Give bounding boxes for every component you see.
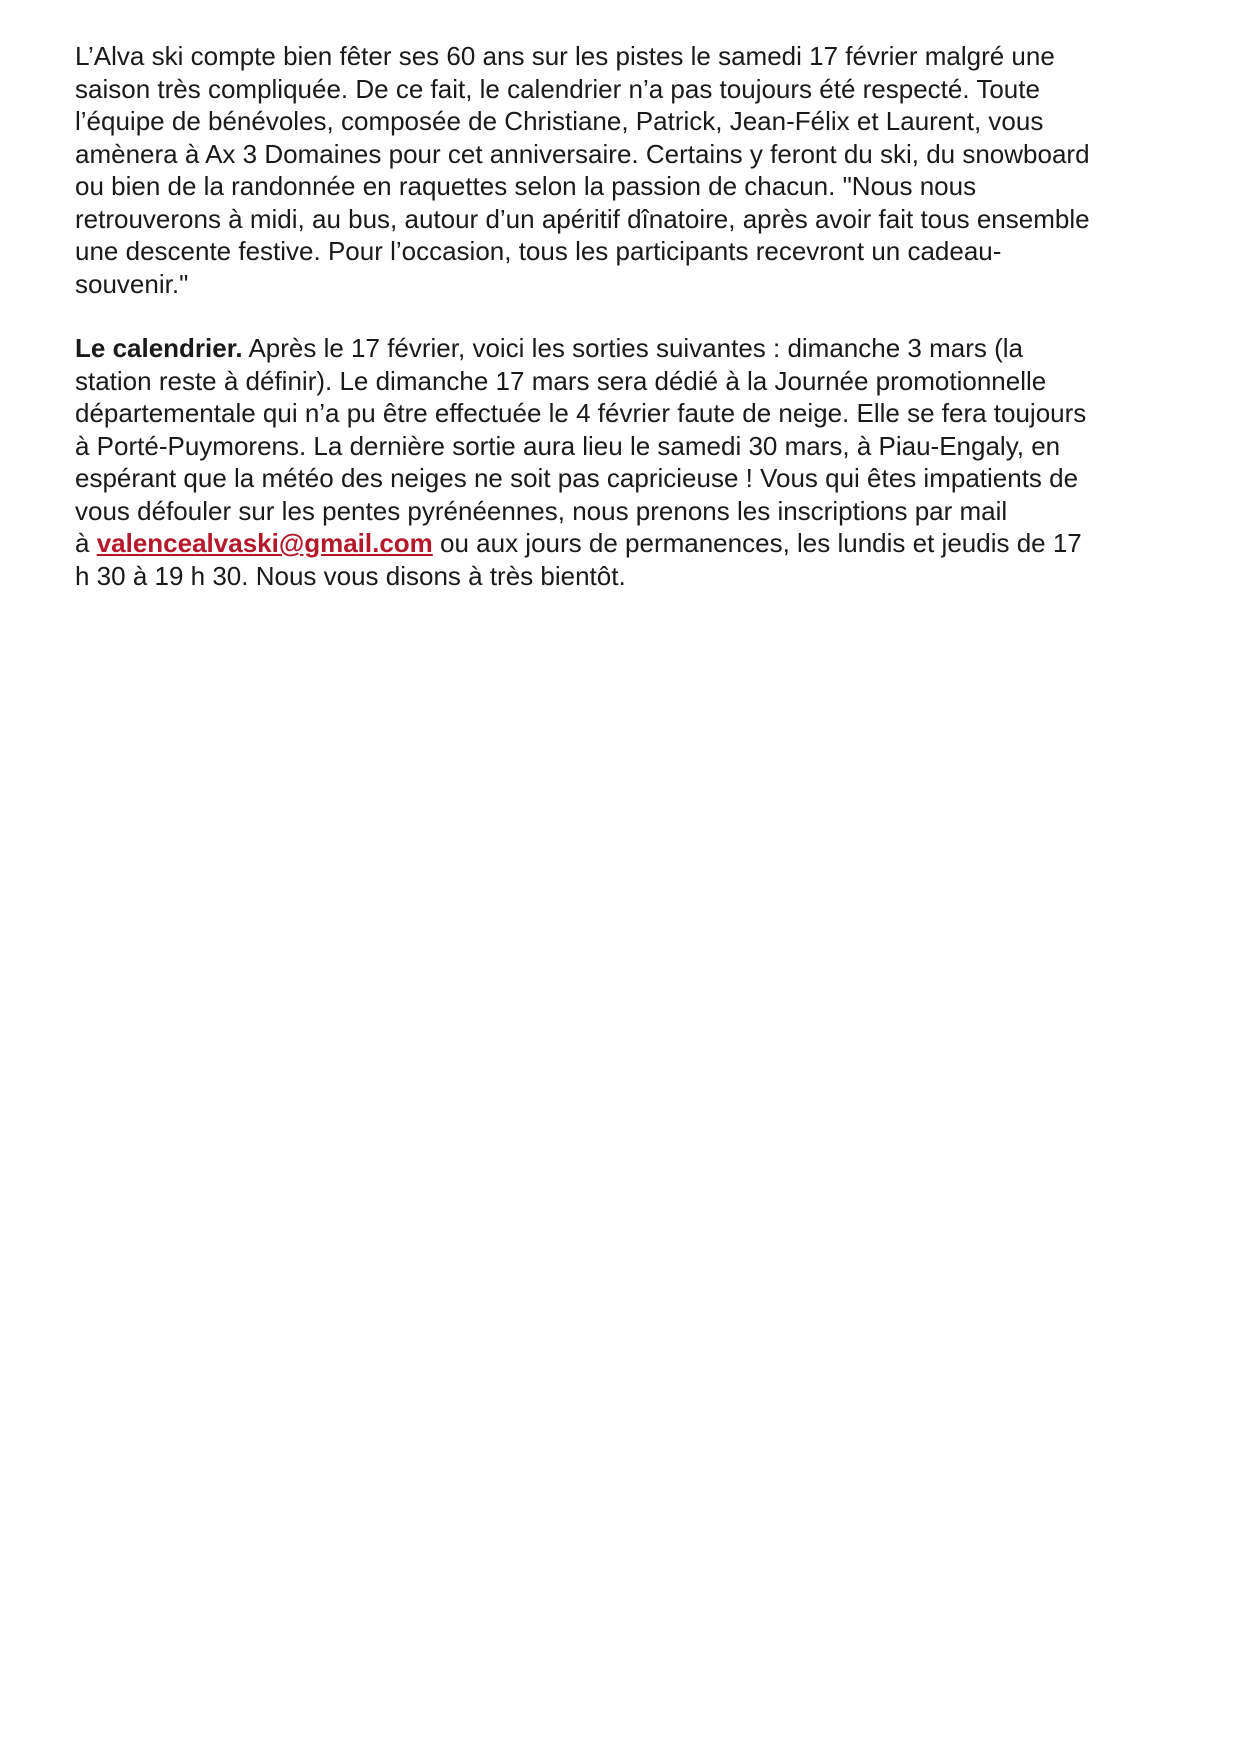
calendar-body-text: Après le 17 février, voici les sorties suivantes : dimanche 3 mars (la station reste à définir). Le dimanche 17 mars sera dédié à la Journée promotionnelle départementale qui n’a pu être effectuée le 4 février faute de neige. Elle se fera toujours à Porté-Puymorens. La dernière sortie aura lieu le samedi 30 mars, à Piau-Engaly, en espérant que la météo des neiges ne soit pas capricieuse ! Vous qui êtes impatients de vous défouler sur les pentes pyrénéennes, nous prenons les inscriptions par mail: [75, 333, 1087, 526]
calendar-heading: Le calendrier.: [75, 333, 243, 363]
document-page: [75, 40, 1095, 592]
calendar-closing-text: ou aux jours de permanences, les lundis et jeudis de 17 h 30 à 19 h 30. Nous vous disons à très bientôt.: [75, 528, 1082, 591]
intro-paragraph: L’Alva ski compte bien fêter ses 60 ans sur les pistes le samedi 17 février malgré une saison très compliquée. De ce fait, le calendrier n’a pas toujours été respecté. Toute l’équipe de bénévoles, composée de Christiane, Patrick, Jean-Félix et Laurent, vous amènera à Ax 3 Domaines pour cet anniversaire. Certains y feront du ski, du snowboard ou bien de la randonnée en raquettes selon la passion de chacun. "Nous nous retrouverons à midi, au bus, autour d’un apéritif dînatoire, après avoir fait tous ensemble une descente festive. Pour l’occasion, tous les participants recevront un cadeau-souvenir.": [75, 41, 1090, 299]
email-link[interactable]: valencealvaski@gmail.com: [96, 528, 433, 558]
calendar-paragraph: [75, 332, 1095, 592]
calendar-link-prefix: à: [75, 528, 97, 558]
